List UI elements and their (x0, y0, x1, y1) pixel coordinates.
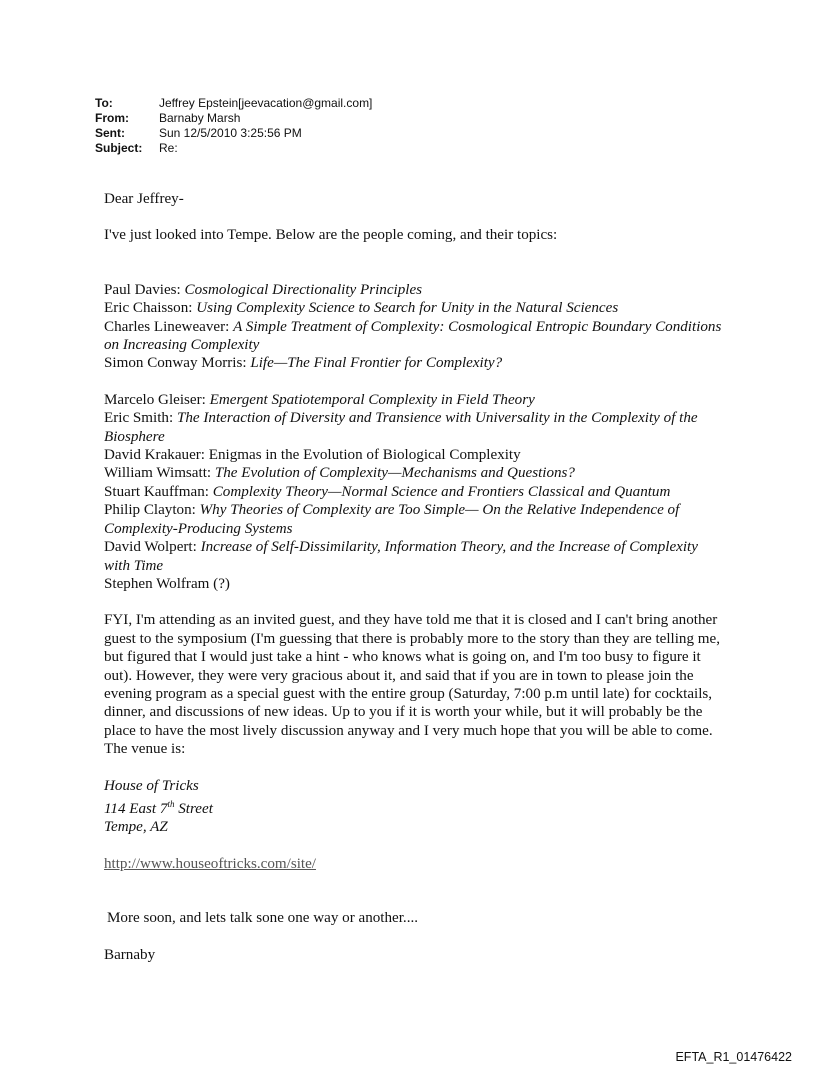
venue-address (104, 777, 724, 837)
from-value: Barnaby Marsh (159, 111, 241, 125)
closing: More soon, and lets talk sone one way or another.... (107, 910, 419, 927)
venue-link[interactable]: http://www.houseoftricks.com/site/ (104, 855, 316, 872)
venue-street: 114 East 7th Street (104, 798, 213, 817)
document-id: EFTA_R1_01476422 (675, 1050, 792, 1064)
header-subject-row (95, 141, 372, 156)
speaker-entry: Stephen Wolfram (?) (104, 575, 230, 592)
to-value: Jeffrey Epstein[jeevacation@gmail.com] (159, 96, 373, 110)
header-to-row (95, 96, 372, 111)
speaker-entry: Paul Davies: Cosmological Directionality Principles (104, 281, 423, 298)
speaker-entry: Eric Smith: The Interaction of Diversity and Transience with Universality in the Complexity of the Biosphere (104, 410, 698, 445)
speaker-list-2 (104, 391, 724, 593)
from-label: From: (95, 111, 129, 125)
fyi-paragraph: FYI, I'm attending as an invited guest, and they have told me that it is closed and I can't bring another guest to the symposium (I'm guessing that there is probably more to the story than they are telling me, but figured that I would just take a hint - who knows what is going on, and I'm too busy to figure it out). However, they were very gracious about it, and said that if you are in town to please join the evening program as a special guest with the entire group (Saturday, 7:00 p.m until late) for cocktails, dinner, and discussions of new ideas. Up to you if it is worth your while, but it will probably be the place to have the most lively discussion anyway and I very much hope that you will be able to come. The venue is: (104, 612, 720, 758)
speaker-entry: Simon Conway Morris: Life—The Final Frontier for Complexity? (104, 355, 503, 372)
speaker-entry: Charles Lineweaver: A Simple Treatment of Complexity: Cosmological Entropic Boundary Conditions on Increasing Complexity (104, 318, 722, 354)
intro: I've just looked into Tempe. Below are the people coming, and their topics: (104, 227, 558, 244)
to-label: To: (95, 96, 113, 110)
speaker-entry: Stuart Kauffman: Complexity Theory—Normal Science and Frontiers Classical and Quantum (104, 483, 671, 500)
speaker-entry: William Wimsatt: The Evolution of Complexity—Mechanisms and Questions? (104, 465, 575, 482)
subject-label: Subject: (95, 141, 143, 155)
signature: Barnaby (104, 946, 156, 963)
greeting: Dear Jeffrey- (104, 191, 184, 207)
speaker-entry: David Krakauer: Enigmas in the Evolution of Biological Complexity (104, 447, 521, 464)
speaker-entry: David Wolpert: Increase of Self-Dissimilarity, Information Theory, and the Increase of Complexity with Time (104, 539, 698, 574)
email-body (104, 190, 724, 964)
speaker-entry: Marcelo Gleiser: Emergent Spatiotemporal Complexity in Field Theory (104, 391, 535, 408)
speaker-entry: Philip Clayton: Why Theories of Complexity are Too Simple— On the Relative Independence of Complexity-Producing Systems (104, 502, 680, 537)
speaker-list-1 (104, 281, 724, 373)
sent-value: Sun 12/5/2010 3:25:56 PM (159, 126, 302, 140)
venue-name: House of Tricks (104, 777, 199, 794)
speaker-entry: Eric Chaisson: Using Complexity Science to Search for Unity in the Natural Sciences (104, 300, 619, 317)
email-header (95, 96, 372, 156)
subject-value: Re: (159, 141, 178, 155)
sent-label: Sent: (95, 126, 125, 140)
header-sent-row (95, 126, 372, 141)
venue-city: Tempe, AZ (104, 819, 168, 836)
header-from-row (95, 111, 372, 126)
